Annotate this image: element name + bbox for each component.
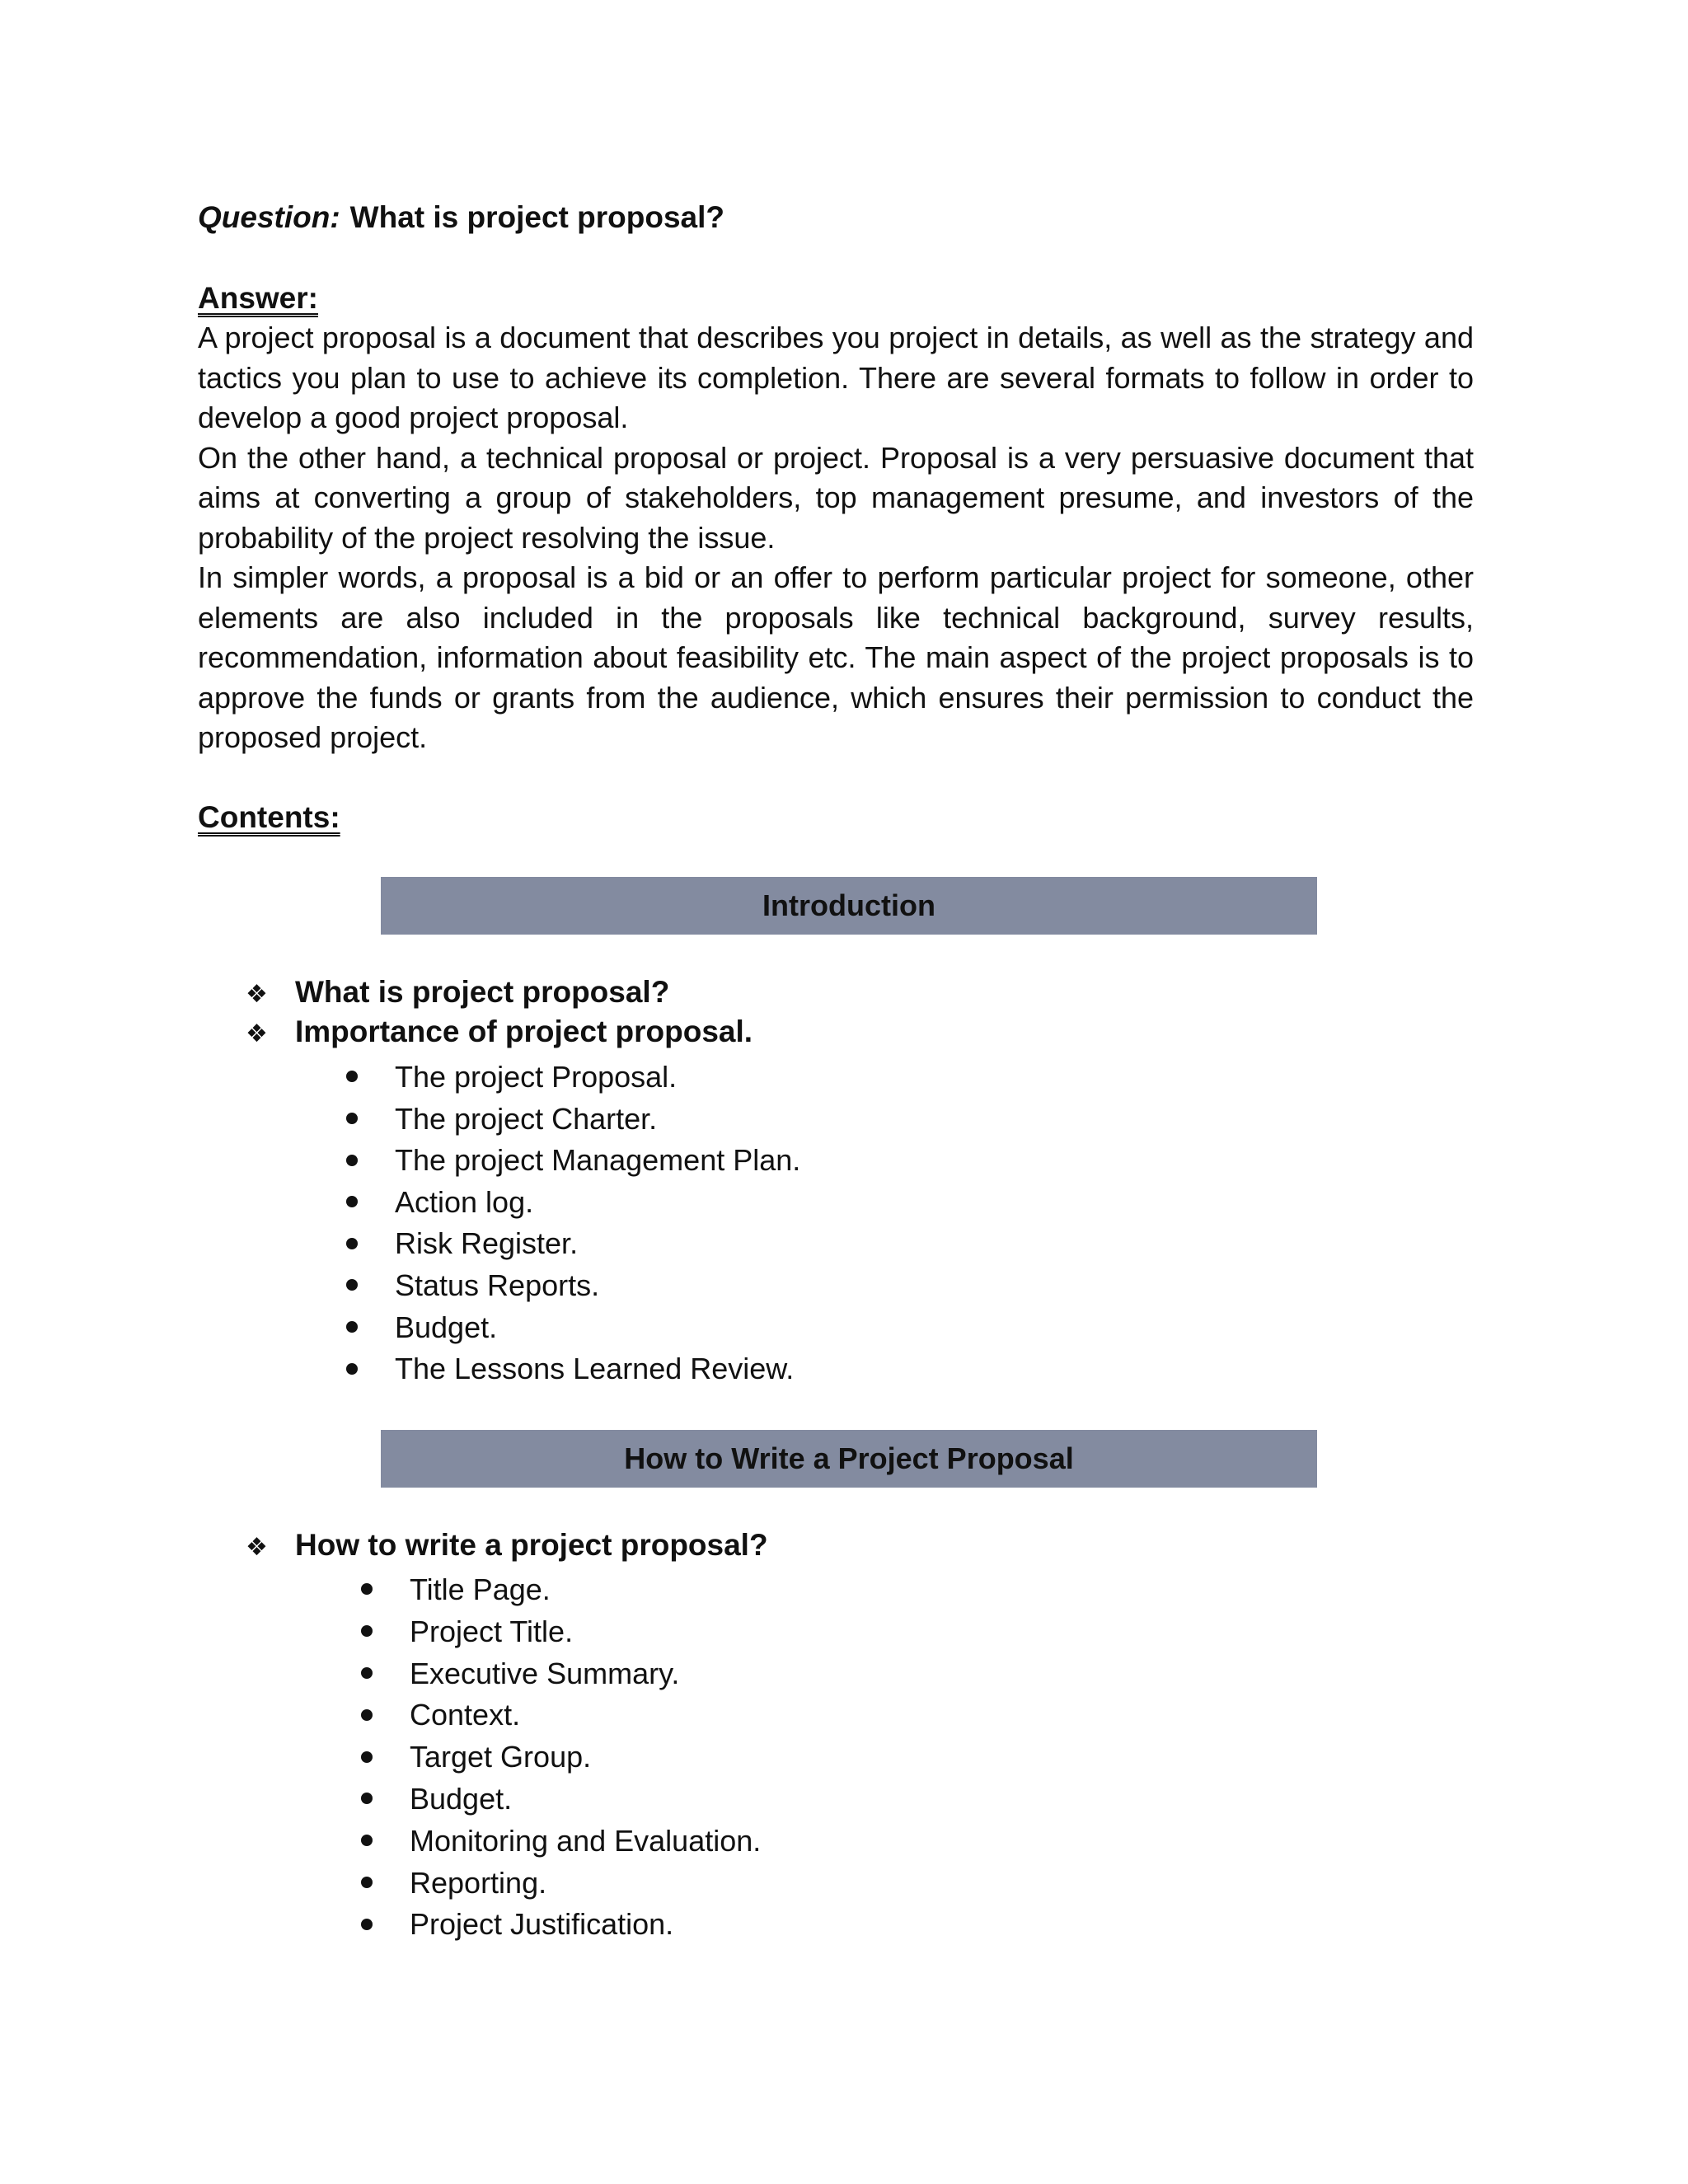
answer-heading: Answer: <box>198 281 318 315</box>
bullet-icon <box>346 1238 358 1249</box>
bullet-icon <box>361 1877 373 1888</box>
list-item <box>346 1099 800 1141</box>
bullet-icon <box>361 1709 373 1721</box>
list-item-label: Risk Register. <box>395 1226 579 1261</box>
answer-paragraph: In simpler words, a proposal is a bid or an offer to perform particular project for someone, other elements are also included in the proposals like technical background, survey results, recommendation, information about feasibility etc. The main aspect of the project proposals is to approve the funds or grants from the audience, which ensures their permission to conduct the proposed project. <box>198 560 1474 754</box>
bullet-icon <box>346 1321 358 1333</box>
bullet-icon <box>361 1835 373 1846</box>
list-item <box>361 1736 761 1779</box>
list-item-label: Budget. <box>410 1781 513 1816</box>
bullet-icon <box>361 1919 373 1930</box>
list-item <box>361 1611 761 1653</box>
diamond-bullet-icon: ❖ <box>246 981 268 1008</box>
list-item <box>346 1182 800 1224</box>
topic-item <box>246 972 669 1015</box>
bullet-icon <box>346 1196 358 1207</box>
list-item-label: The project Proposal. <box>395 1060 678 1094</box>
list-item-label: Target Group. <box>410 1740 592 1774</box>
bullet-icon <box>346 1071 358 1082</box>
list-item <box>361 1821 761 1863</box>
list-item-label: Context. <box>410 1698 521 1732</box>
section-bar-introduction: Introduction <box>381 877 1317 935</box>
list-item <box>361 1569 761 1611</box>
list-item-label: Status Reports. <box>395 1268 600 1302</box>
how-to-write-sub-list <box>361 1569 761 1946</box>
list-item-label: The Lessons Learned Review. <box>395 1352 795 1386</box>
list-item <box>346 1140 800 1182</box>
bullet-icon <box>346 1155 358 1166</box>
list-item <box>346 1223 800 1265</box>
contents-heading: Contents: <box>198 800 340 834</box>
question-text: What is project proposal? <box>349 200 724 234</box>
list-item-label: Project Title. <box>410 1614 574 1648</box>
topic-label: What is project proposal? <box>295 975 670 1009</box>
list-item <box>346 1265 800 1307</box>
bullet-icon <box>361 1793 373 1804</box>
list-item <box>346 1348 800 1390</box>
list-item <box>361 1779 761 1821</box>
bullet-icon <box>361 1667 373 1679</box>
answer-paragraph: On the other hand, a technical proposal or project. Proposal is a very persuasive document that aims at converting a group of stakeholders, top management presume, and investors of the probability of the project resolving the issue. <box>198 440 1474 555</box>
bullet-icon <box>361 1625 373 1637</box>
list-item-label: Project Justification. <box>410 1907 674 1942</box>
list-item <box>361 1863 761 1905</box>
list-item <box>361 1653 761 1695</box>
topic-item <box>246 1012 753 1054</box>
question-line <box>198 198 724 237</box>
topic-label: Importance of project proposal. <box>295 1015 753 1048</box>
list-item <box>346 1307 800 1349</box>
list-item-label: Budget. <box>395 1310 498 1344</box>
list-item-label: Monitoring and Evaluation. <box>410 1823 762 1858</box>
list-item-label: Executive Summary. <box>410 1656 680 1690</box>
topic-label: How to write a project proposal? <box>295 1528 768 1562</box>
section-bar-how-to-write: How to Write a Project Proposal <box>381 1430 1317 1488</box>
diamond-bullet-icon: ❖ <box>246 1020 268 1047</box>
list-item <box>361 1904 761 1946</box>
list-item-label: Title Page. <box>410 1572 551 1606</box>
introduction-sub-list <box>346 1057 800 1390</box>
answer-paragraph: A project proposal is a document that describes you project in details, as well as the strategy and tactics you plan to use to achieve its completion. There are several formats to follow in order to develop a good project proposal. <box>198 321 1474 434</box>
list-item-label: The project Charter. <box>395 1101 658 1136</box>
list-item-label: Action log. <box>395 1184 534 1219</box>
bullet-icon <box>346 1363 358 1375</box>
bullet-icon <box>361 1751 373 1763</box>
bullet-icon <box>346 1113 358 1124</box>
list-item <box>361 1694 761 1736</box>
bullet-icon <box>361 1583 373 1595</box>
diamond-bullet-icon: ❖ <box>246 1534 268 1561</box>
bullet-icon <box>346 1279 358 1291</box>
list-item <box>346 1057 800 1099</box>
list-item-label: Reporting. <box>410 1865 547 1900</box>
topic-item <box>246 1526 768 1568</box>
question-label: Question: <box>198 200 340 234</box>
answer-body <box>198 318 1474 758</box>
list-item-label: The project Management Plan. <box>395 1143 801 1178</box>
